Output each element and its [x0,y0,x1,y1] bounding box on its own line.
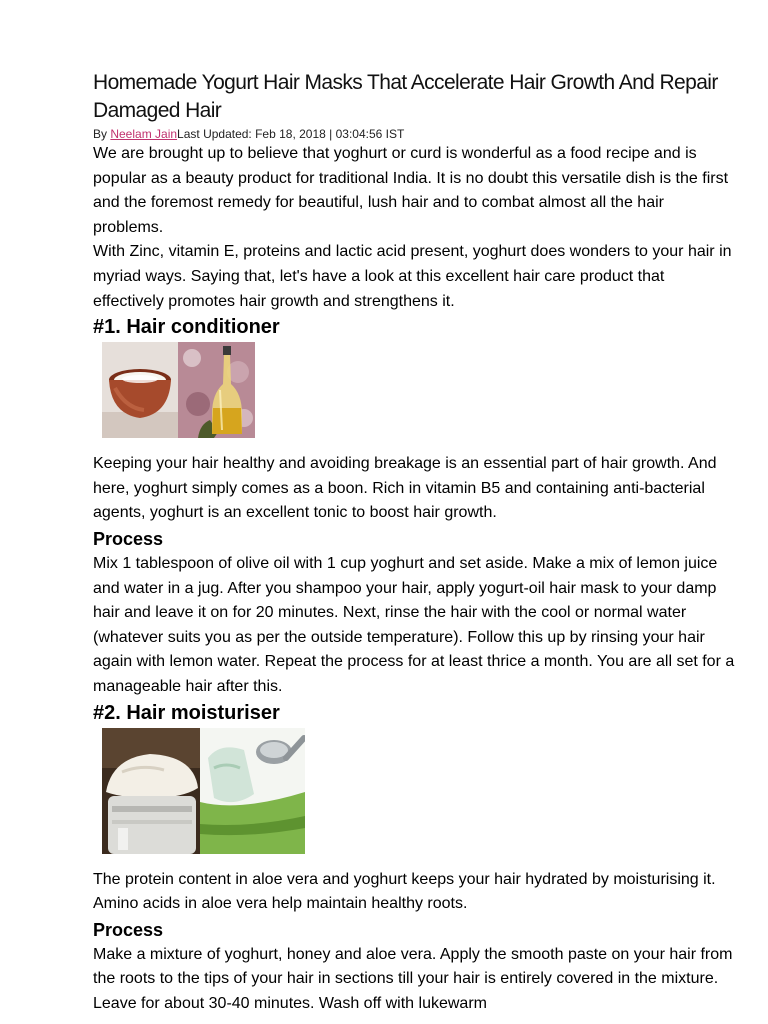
author-link[interactable]: Neelam Jain [110,127,178,141]
section-1-heading: #1. Hair conditioner [93,316,280,339]
intro-paragraph-2: With Zinc, vitamin E, proteins and lactic acid present, yoghurt does wonders to your hair in myriad ways. Saying that, let's have a look at this excellent hair care product that effectively promotes hair growth and strengthens it. [93,243,732,310]
olive-oil-illustration [178,342,255,438]
yogurt-jar-image [102,728,200,854]
article [93,69,738,1016]
olive-oil-bottle-image [178,342,255,438]
last-updated: Last Updated: Feb 18, 2018 | 03:04:56 IST [177,127,405,141]
byline [93,126,738,142]
section-2-process: Make a mixture of yoghurt, honey and aloe vera. Apply the smooth paste on your hair from the roots to the tips of your hair in sections till your hair is entirely covered in the mixture. Leave for about 30-40 minutes. Wash off with lukewarm [93,945,733,1012]
byline-prefix: By [93,127,111,141]
section-2-process-heading: Process [93,919,164,940]
section-2-images [102,728,738,854]
section-2-body: The protein content in aloe vera and yoghurt keeps your hair hydrated by moisturising it. Amino acids in aloe vera help maintain healthy roots. [93,870,716,913]
aloe-vera-illustration [200,728,305,854]
section-1-process: Mix 1 tablespoon of olive oil with 1 cup yoghurt and set aside. Make a mix of lemon juice and water in a jug. After you shampoo your hair, apply yogurt-oil hair mask to your damp hair and leave it on for 20 minutes. Next, rinse the hair with the cool or normal water (whatever suits you as per the outside temperature). Follow this up by rinsing your hair again with lemon water. Repeat the process for at least thrice a month. You are all set for a manageable hair after this. [93,554,735,695]
yogurt-bowl-image [102,342,178,438]
intro-paragraph-1: We are brought up to believe that yoghurt or curd is wonderful as a food recipe and is popular as a beauty product for traditional India. It is no doubt this versatile dish is the first and the foremost remedy for beautiful, lush hair and to combat almost all the hair problems. [93,145,729,236]
section-2-heading: #2. Hair moisturiser [93,701,280,724]
yogurt-jar-illustration [102,728,200,854]
yogurt-bowl-illustration [102,342,178,438]
section-1-images [102,342,738,438]
aloe-vera-image [200,728,305,854]
section-1-process-heading: Process [93,528,164,549]
section-1-body: Keeping your hair healthy and avoiding breakage is an essential part of hair growth. And here, yoghurt simply comes as a boon. Rich in vitamin B5 and containing anti-bacterial agents, yoghurt is an excellent tonic to boost hair growth. [93,455,717,522]
article-title: Homemade Yogurt Hair Masks That Accelerate Hair Growth And Repair Damaged Hair [93,71,718,122]
